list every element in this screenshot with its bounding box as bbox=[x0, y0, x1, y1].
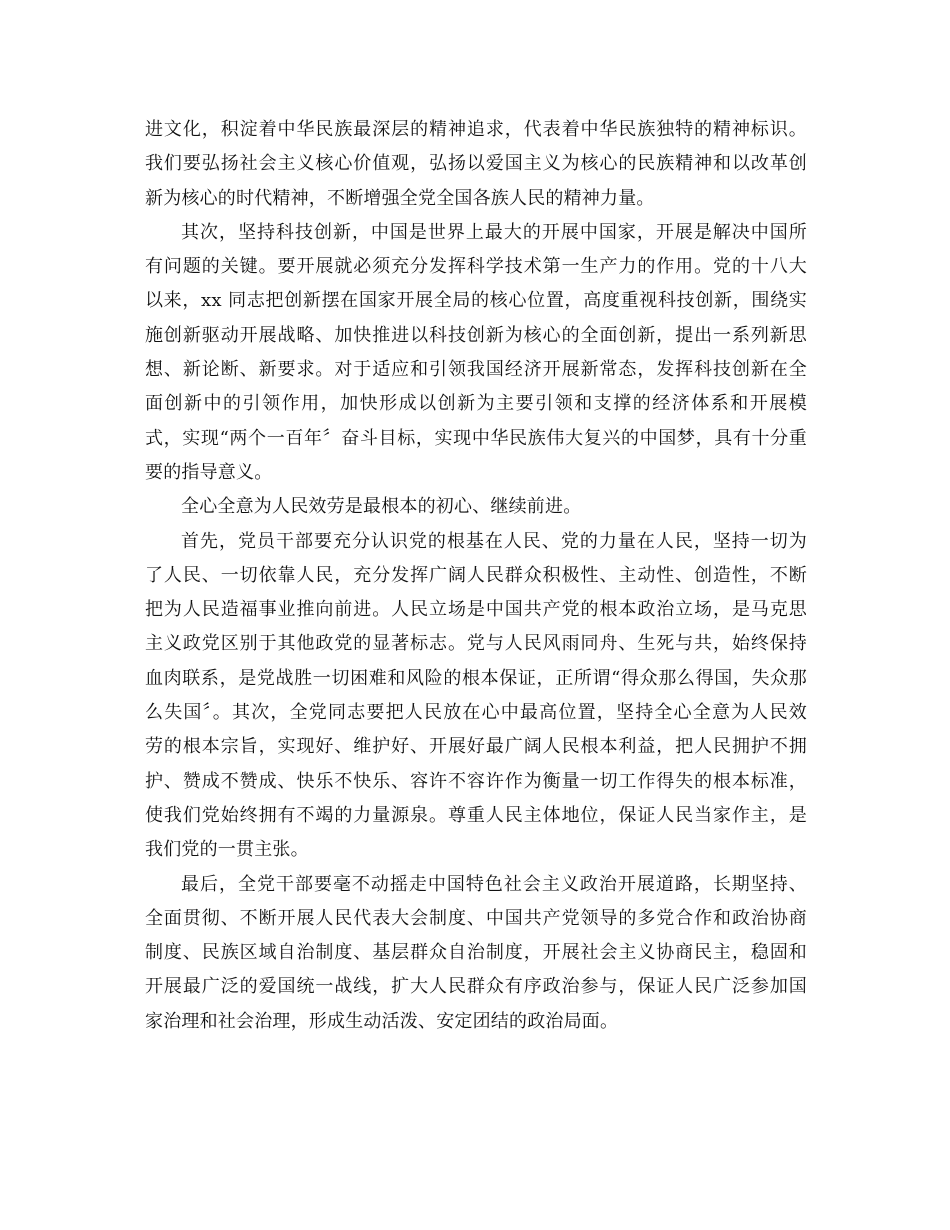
text-line: 施创新驱动开展战略、加快推进以科技创新为核心的全面创新，提出一系列新思 bbox=[145, 324, 807, 346]
text-line: 制度、民族区域自治制度、基层群众自治制度，开展社会主义协商民主，稳固和 bbox=[145, 942, 807, 964]
text-line: 血肉联系，是党战胜一切困难和风险的根本保证，正所谓“得众那么得国，失众那 bbox=[145, 667, 807, 689]
text-line: 面创新中的引领作用，加快形成以创新为主要引领和支撑的经济体系和开展模 bbox=[145, 393, 807, 415]
text-line: 我们党的一贯主张。 bbox=[145, 839, 309, 861]
text-line: 全心全意为人民效劳是最根本的初心、继续前进。 bbox=[181, 496, 582, 518]
text-line: 全面贯彻、不断开展人民代表大会制度、中国共产党领导的多党合作和政治协商 bbox=[145, 907, 807, 929]
text-line: 首先，党员干部要充分认识党的根基在人民、党的力量在人民，坚持一切为 bbox=[181, 530, 807, 552]
text-line: 劳的根本宗旨，实现好、维护好、开展好最广阔人民根本利益，把人民拥护不拥 bbox=[145, 736, 807, 758]
document-body bbox=[145, 113, 807, 1039]
text-line: 护、赞成不赞成、快乐不快乐、容许不容许作为衡量一切工作得失的根本标准， bbox=[145, 770, 807, 792]
text-line: 以来，xx 同志把创新摆在国家开展全局的核心位置，高度重视科技创新，围绕实 bbox=[145, 290, 807, 312]
text-line: 使我们党始终拥有不竭的力量源泉。尊重人民主体地位，保证人民当家作主，是 bbox=[145, 804, 807, 826]
text-line: 其次，坚持科技创新，中国是世界上最大的开展中国家，开展是解决中国所 bbox=[181, 221, 807, 243]
text-line: 新为核心的时代精神，不断增强全党全国各族人民的精神力量。 bbox=[145, 187, 655, 209]
text-line: 我们要弘扬社会主义核心价值观，弘扬以爱国主义为核心的民族精神和以改革创 bbox=[145, 153, 807, 175]
text-line: 想、新论断、新要求。对于适应和引领我国经济开展新常态，发挥科技创新在全 bbox=[145, 359, 807, 381]
text-line: 家治理和社会治理，形成生动活泼、安定团结的政治局面。 bbox=[145, 1010, 619, 1032]
text-line: 把为人民造福事业推向前进。人民立场是中国共产党的根本政治立场，是马克思 bbox=[145, 599, 807, 621]
text-line: 开展最广泛的爱国统一战线，扩大人民群众有序政治参与，保证人民广泛参加国 bbox=[145, 976, 807, 998]
text-line: 进文化，积淀着中华民族最深层的精神追求，代表着中华民族独特的精神标识。 bbox=[145, 119, 807, 140]
text-line: 要的指导意义。 bbox=[145, 461, 273, 483]
text-line: 么失国〞。其次，全党同志要把人民放在心中最高位置，坚持全心全意为人民效 bbox=[145, 702, 807, 724]
text-line: 有问题的关键。要开展就必须充分发挥科学技术第一生产力的作用。党的十八大 bbox=[145, 256, 807, 278]
text-line: 了人民、一切依靠人民，充分发挥广阔人民群众积极性、主动性、创造性，不断 bbox=[145, 564, 807, 586]
text-line: 最后，全党干部要毫不动摇走中国特色社会主义政治开展道路，长期坚持、 bbox=[181, 873, 807, 895]
text-line: 主义政党区别于其他政党的显著标志。党与人民风雨同舟、生死与共，始终保持 bbox=[145, 633, 807, 655]
text-line: 式，实现“两个一百年〞奋斗目标，实现中华民族伟大复兴的中国梦，具有十分重 bbox=[145, 427, 807, 449]
